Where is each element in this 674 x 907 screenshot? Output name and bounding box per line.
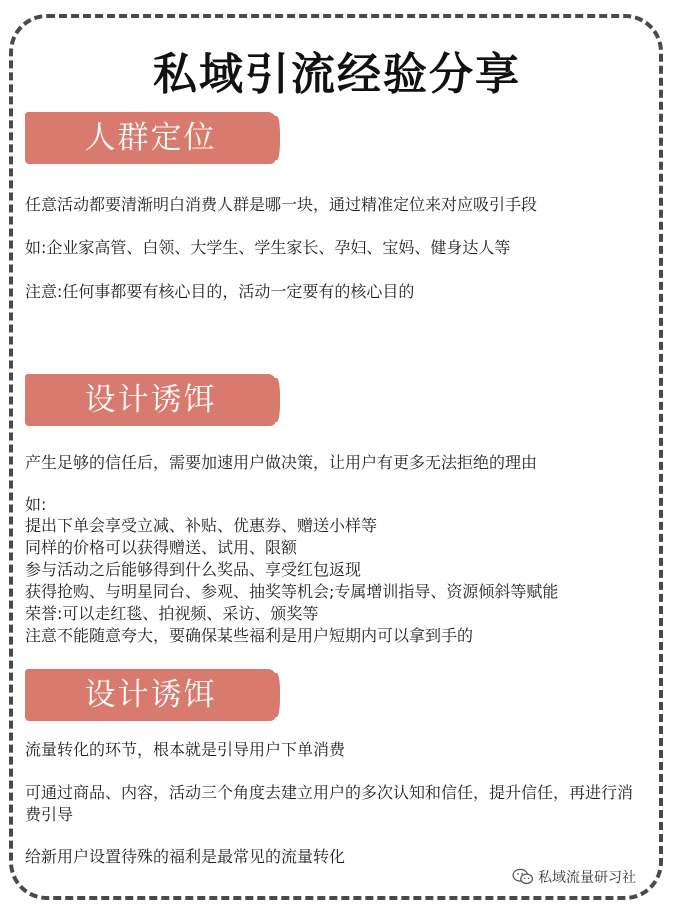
page-title: 私域引流经验分享 (153, 49, 521, 100)
section3-paragraph: 流量转化的环节，根本就是引导用户下单消费 (25, 740, 346, 759)
list-item: 提出下单会享受立减、补贴、优惠券、赠送小样等 (25, 516, 378, 535)
list-item: 参与活动之后能够得到什么奖品、享受红包返现 (25, 560, 362, 579)
watermark-text: 私域流量研习社 (538, 870, 636, 886)
section2-paragraph: 产生足够的信任后，需要加速用户做决策，让用户有更多无法拒绝的理由 (25, 453, 538, 472)
section1-paragraph: 如:企业家高管、白领、大学生、学生家长、孕妇、宝妈、健身达人等 (25, 238, 511, 257)
section2-paragraph: 如: (25, 495, 47, 514)
list-item: 荣誉:可以走红毯、拍视频、采访、颁奖等 (25, 604, 319, 623)
section3-paragraph: 给新用户设置待殊的福利是最常见的流量转化 (25, 847, 346, 866)
list-item: 同样的价格可以获得赠送、试用、限额 (25, 538, 298, 557)
section-banner-conversion: 设计诱饵 (25, 669, 276, 721)
list-item: 获得抢购、与明星同台、参观、抽奖等机会;专属增训指导、资源倾斜等赋能 (25, 582, 559, 601)
section1-paragraph: 注意:任何事都要有核心目的，活动一定要有的核心目的 (25, 282, 415, 301)
section-banner-audience: 人群定位 (25, 112, 276, 164)
watermark (512, 866, 636, 888)
section3-paragraph: 可通过商品、内容，活动三个角度去建立用户的多次认知和信任，提升信任，再进行消费引导 (25, 783, 634, 824)
section-banner-lure: 设计诱饵 (25, 374, 276, 426)
list-item: 注意不能随意夸大，要确保某些福利是用户短期内可以拿到手的 (25, 626, 474, 645)
section1-paragraph: 任意活动都要清渐明白消费人群是哪一块，通过精准定位来对应吸引手段 (25, 195, 538, 214)
wechat-icon (512, 868, 534, 886)
